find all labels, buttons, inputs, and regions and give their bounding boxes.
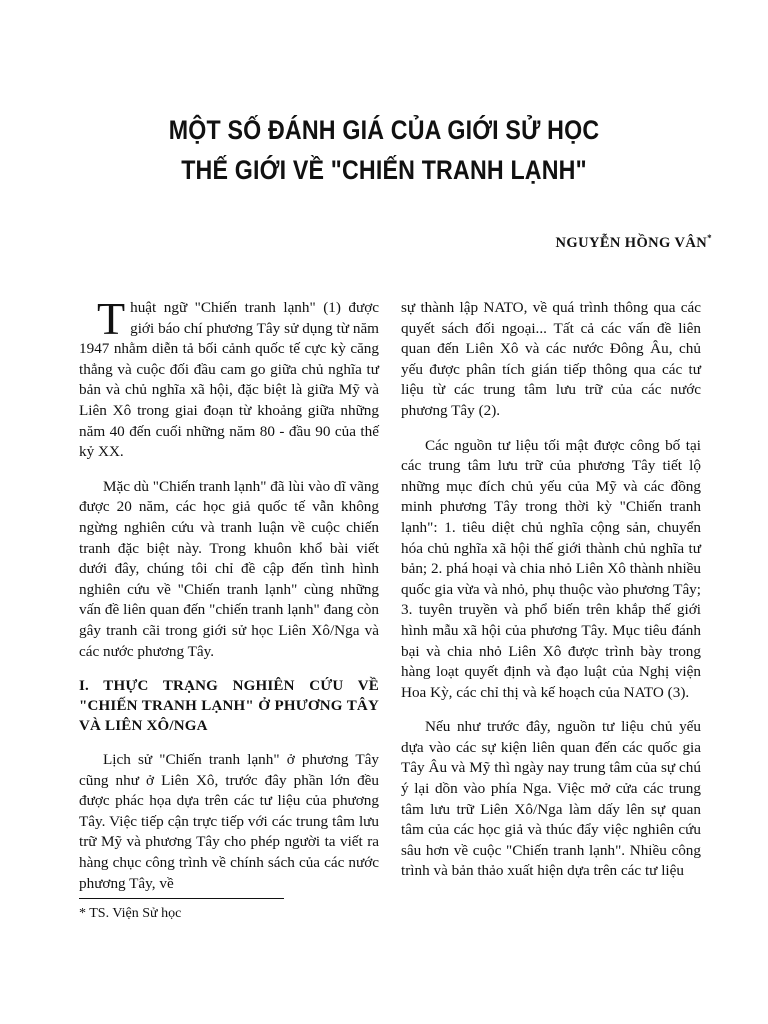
intro-paragraph-text: huật ngữ "Chiến tranh lạnh" (1) được giới báo chí phương Tây sử dụng từ năm 1947 nhằm diễn tả bối cảnh quốc tế cực kỳ căng thẳng và cuộc đối đầu cam go giữa chủ nghĩa tư bản và chủ nghĩa xã hội, đặc biệt là giữa Mỹ và Liên Xô trong giai đoạn từ khoảng giữa những năm 40 đến cuối những năm 80 - đầu 90 của thế kỷ XX. <box>79 299 379 461</box>
left-column <box>79 293 380 908</box>
author-byline <box>556 233 712 252</box>
drop-cap: T <box>97 293 126 344</box>
author-footnote-mark: * <box>707 233 712 243</box>
article-title <box>54 110 714 190</box>
footnote: * TS. Viện Sử học <box>79 906 182 921</box>
paragraph-2: Mặc dù "Chiến tranh lạnh" đã lùi vào dĩ vãng được 20 năm, các học giả quốc tế vẫn không ngừng nghiên cứu và tranh luận về cuộc chiến tranh đặc biệt này. Trong khuôn khổ bài viết dưới đây, chúng tôi chỉ đề cập đến tình hình nghiên cứu về "Chiến tranh lạnh" cùng những vấn đề liên quan đến "chiến tranh lạnh" đang còn gây tranh cãi trong giới sử học Liên Xô/Nga và các nước phương Tây. <box>79 477 380 660</box>
intro-paragraph <box>79 293 379 463</box>
paragraph-continued: sự thành lập NATO, về quá trình thông qua các quyết sách đối ngoại... Tất cả các vấn đề liên quan đến Liên Xô và các nước Đông Âu, chủ yếu được phân tích gián tiếp thông qua các tư liệu từ các trung tâm lưu trữ của các nước phương Tây (2). <box>401 299 701 419</box>
paragraph-5: Nếu như trước đây, nguồn tư liệu chủ yếu dựa vào các sự kiện liên quan đến các quốc gia Tây Âu và Mỹ thì ngày nay trung tâm của sự chú ý lại dồn vào phía Nga. Việc mở cửa các trung tâm lưu trữ Liên Xô/Nga làm dấy lên sự quan tâm của các học giả và thúc đẩy việc nghiên cứu sâu hơn về cuộc "Chiến tranh lạnh". Nhiều công trình và bản thảo xuất hiện dựa trên các tư liệu <box>401 718 701 880</box>
footnote-divider <box>79 898 284 899</box>
author-name: NGUYỄN HỒNG VÂN <box>555 234 708 251</box>
paragraph-4: Các nguồn tư liệu tối mật được công bố tại các trung tâm lưu trữ của phương Tây tiết lộ những mục đích chủ yếu của Mỹ và các đồng minh phương Tây trong thời kỳ "Chiến tranh lạnh": 1. tiêu diệt chủ nghĩa cộng sản, chuyển hóa chủ nghĩa xã hội thế giới thành chủ nghĩa tư bản; 2. phá hoại và chia nhỏ Liên Xô thành nhiều quốc gia vừa và nhỏ, phụ thuộc vào phương Tây; 3. tuyên truyền và phổ biến trên khắp thế giới hình mẫu xã hội của phương Tây. Mục tiêu đánh bại và chia nhỏ Liên Xô được trình bày trong hàng loạt quyết định và đạo luật của Nghị viện Hoa Kỳ, các chỉ thị và kế hoạch của NATO (3). <box>401 436 701 701</box>
title-line-2: THẾ GIỚI VỀ "CHIẾN TRANH LẠNH" <box>181 155 587 185</box>
paragraph-3: Lịch sử "Chiến tranh lạnh" ở phương Tây cũng như ở Liên Xô, trước đây phần lớn đều được phác họa dựa trên các tư liệu của phương Tây. Việc tiếp cận trực tiếp với các trung tâm lưu trữ Mỹ và phương Tây cho phép người ta viết ra hàng chục công trình về chính sách của các nước phương Tây, về <box>79 751 379 892</box>
title-line-1: MỘT SỐ ĐÁNH GIÁ CỦA GIỚI SỬ HỌC <box>168 115 600 145</box>
section-heading: I. THỰC TRẠNG NGHIÊN CỨU VỀ "CHIẾN TRANH LẠNH" Ở PHƯƠNG TÂY VÀ LIÊN XÔ/NGA <box>79 678 379 735</box>
right-column <box>401 298 701 896</box>
